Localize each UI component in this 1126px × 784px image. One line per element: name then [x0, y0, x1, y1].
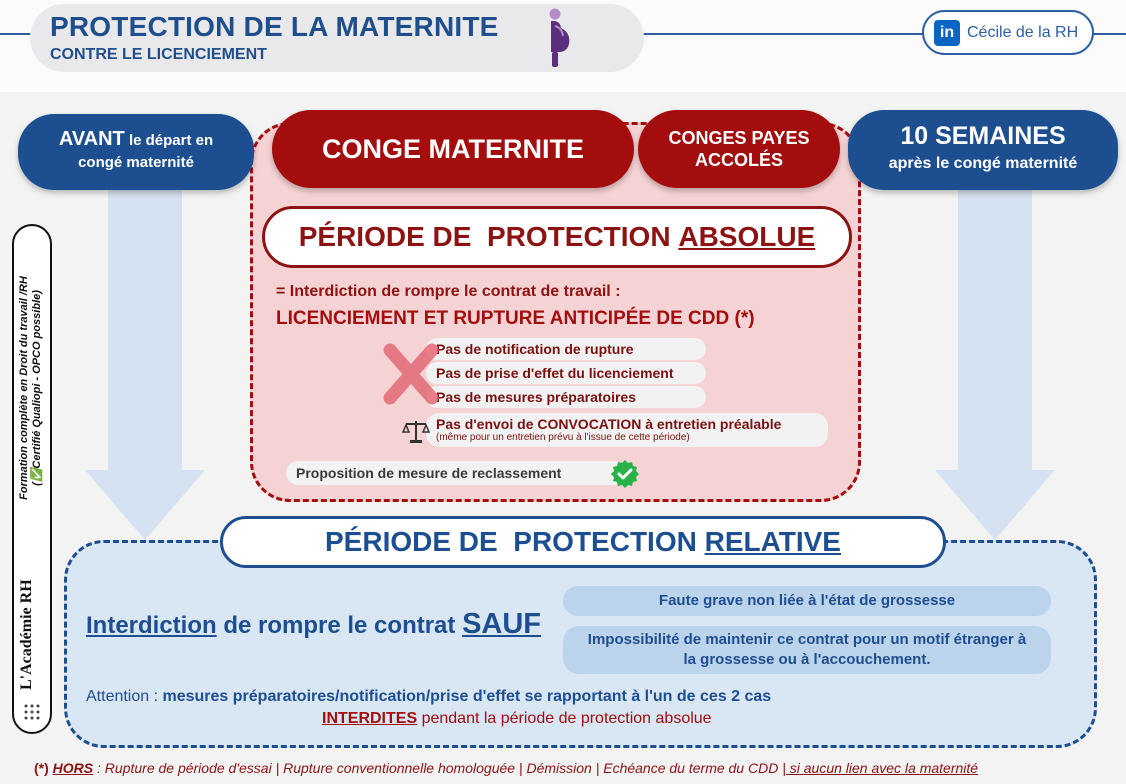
linkedin-name: Cécile de la RH: [967, 23, 1079, 41]
page-title: PROTECTION DE LA MATERNITE: [50, 11, 499, 42]
relative-attention: [86, 688, 771, 706]
header-rule-right: [1092, 33, 1126, 35]
exception-faute-grave: Faute grave non liée à l'état de grossesse: [563, 586, 1051, 616]
green-check-icon: [610, 459, 640, 489]
forbidden-item-mesures: Pas de mesures préparatoires: [426, 386, 706, 408]
forbidden-item-effet: Pas de prise d'effet du licenciement: [426, 362, 706, 384]
footnote-last: si aucun lien avec la maternité: [785, 760, 979, 776]
phase-after-line1: 10 SEMAINES: [900, 122, 1066, 150]
dots-logo-icon: [22, 702, 42, 722]
relative-sauf: SAUF: [462, 608, 542, 640]
scales-icon: [402, 418, 430, 444]
phase-maternity-pill: [272, 110, 634, 188]
absolute-title-prefix: PÉRIODE DE PROTECTION: [298, 221, 679, 252]
phase-before-line2: congé maternité: [78, 154, 194, 171]
phase-paid-leave-pill: [638, 110, 840, 188]
phase-before-bold: AVANT: [58, 128, 125, 150]
phase-before-text: le départ en: [124, 132, 214, 149]
phase-paid-leave-line2: ACCOLÉS: [694, 150, 783, 170]
footnote-star: (*): [34, 760, 53, 776]
allowed-item-reclassement: Proposition de mesure de reclassement: [286, 461, 626, 485]
absolute-title-emph: ABSOLUE: [678, 221, 816, 252]
after-arrow-shaft: [958, 186, 1032, 472]
relative-rule: [86, 608, 541, 641]
phase-after-pill: [848, 110, 1118, 190]
training-line1: Formation complète en Droit du travail /RH: [18, 276, 30, 500]
footnote: [34, 760, 978, 776]
relative-title-prefix: PÉRIODE DE PROTECTION: [325, 526, 705, 557]
forbidden-item-notification: Pas de notification de rupture: [426, 338, 706, 360]
convocation-main: Pas d'envoi de CONVOCATION à entretien préalable: [436, 416, 782, 433]
linkedin-badge[interactable]: [922, 10, 1094, 55]
footnote-hors: HORS: [52, 760, 94, 776]
phase-paid-leave-line1: CONGES PAYES: [668, 127, 810, 148]
after-arrow-head: [935, 470, 1055, 540]
absolute-intro: = Interdiction de rompre le contrat de travail :: [276, 283, 621, 300]
interdites-rest: pendant la période de protection absolue: [417, 710, 712, 727]
page-subtitle: CONTRE LE LICENCIEMENT: [50, 46, 267, 63]
attention-label: Attention :: [86, 688, 163, 705]
header-rule-left: [0, 33, 32, 35]
convocation-note: (même pour un entretien prévu à l'issue de cette période): [436, 432, 690, 444]
forbidden-item-convocation: [426, 413, 828, 447]
relative-protection-title: [220, 516, 946, 568]
attention-text: mesures préparatoires/notification/prise d'effet se rapportant à l'un de ces 2 cas: [162, 688, 772, 705]
absolute-headline: LICENCIEMENT ET RUPTURE ANTICIPÉE DE CDD (*): [276, 308, 755, 329]
before-arrow-shaft: [108, 186, 182, 472]
linkedin-icon: in: [934, 20, 960, 46]
phase-maternity-label: CONGE MATERNITE: [322, 133, 584, 164]
training-line2: (✅Certifié Qualiopi - OPCO possible): [31, 290, 44, 486]
exception-impossibilite: Impossibilité de maintenir ce contrat pour un motif étranger à la grossesse ou à l'accouchement.: [563, 626, 1051, 674]
relative-middle: de rompre le contrat: [216, 612, 463, 639]
red-cross-icon: [382, 342, 440, 406]
relative-interdiction: Interdiction: [86, 612, 217, 639]
absolute-protection-title: [262, 206, 852, 268]
pregnant-woman-icon: [542, 6, 576, 68]
phase-before-pill: [18, 114, 254, 190]
header-rule-middle: [642, 33, 924, 35]
interdites-label: INTERDITES: [322, 710, 418, 727]
brand-name: L'Académie RH: [18, 579, 35, 690]
relative-title-emph: RELATIVE: [704, 526, 841, 557]
training-text: [18, 228, 44, 548]
before-arrow-head: [85, 470, 205, 540]
footnote-text: : Rupture de période d'essai | Rupture conventionnelle homologuée | Démission | Echéance du terme du CDD |: [93, 760, 786, 776]
relative-interdites: [322, 710, 712, 728]
phase-after-line2: après le congé maternité: [888, 155, 1078, 172]
